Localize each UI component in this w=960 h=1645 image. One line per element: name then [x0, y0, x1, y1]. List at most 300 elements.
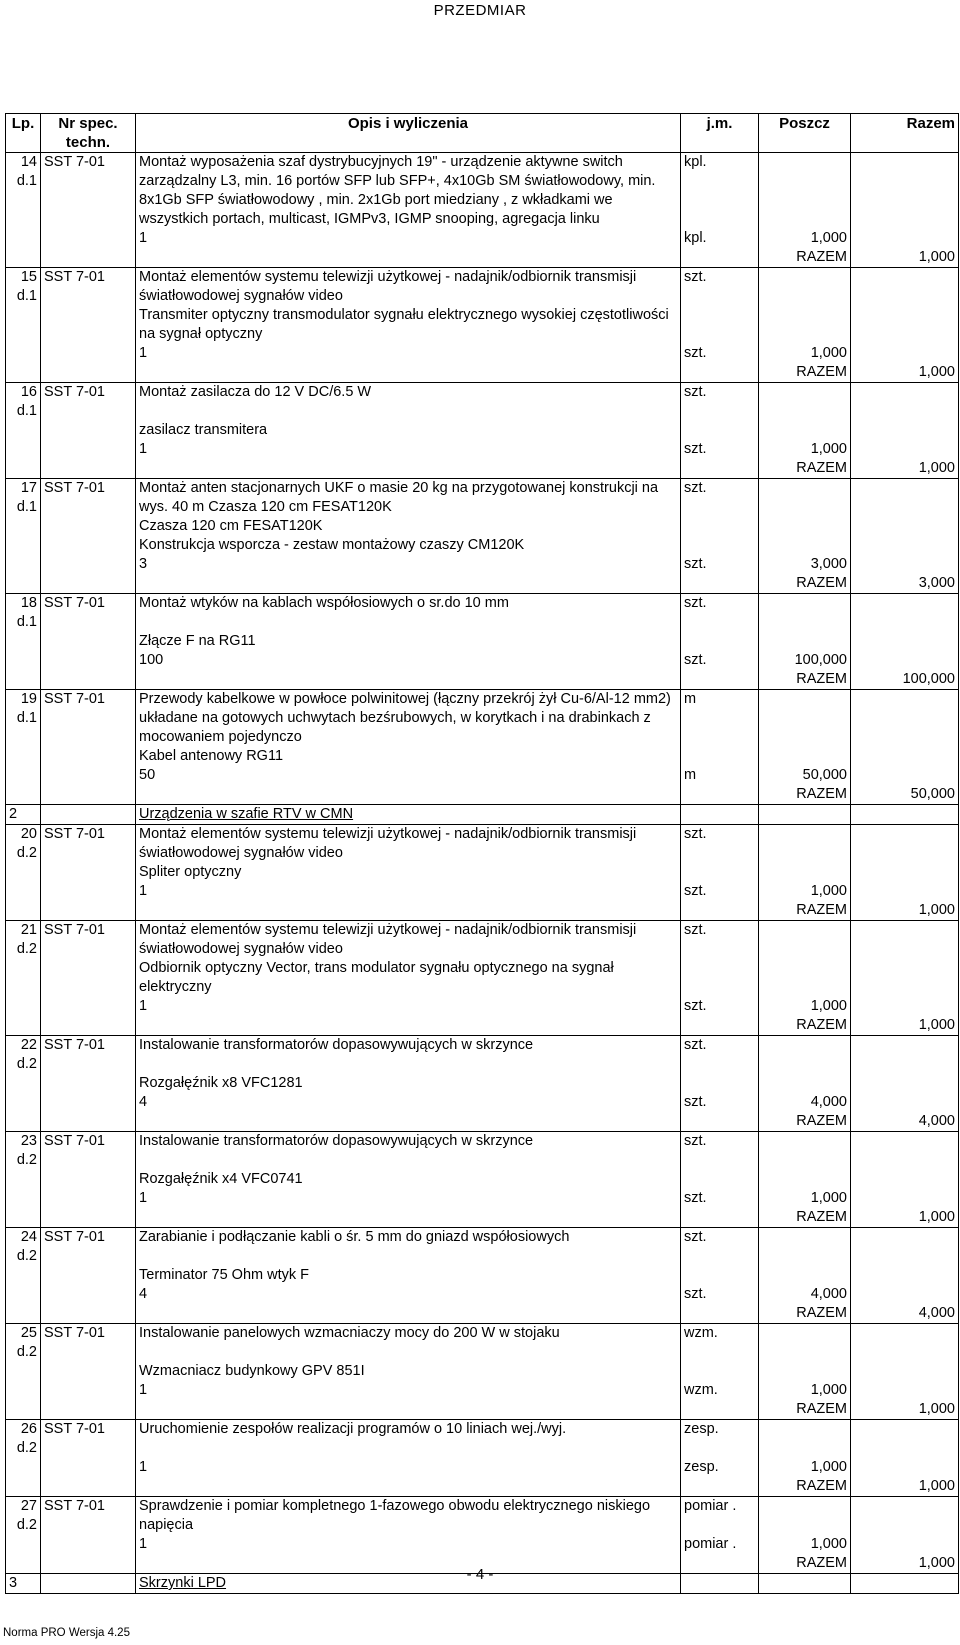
spec-number: SST 7-01 [41, 153, 136, 230]
razem-cell [851, 1497, 959, 1536]
table-row [6, 1036, 959, 1075]
quantity-poszcz: 4,000 [759, 1093, 851, 1112]
quantity-poszcz: 1,000 [759, 1535, 851, 1554]
poszcz-cell [759, 536, 851, 555]
spec-cell [41, 766, 136, 785]
item-description-line: Spliter optyczny [136, 863, 681, 882]
quantity-unit: szt. [681, 1093, 759, 1112]
unit-cell [681, 1074, 759, 1093]
table-row [6, 383, 959, 422]
table-row [6, 1228, 959, 1267]
spec-cell [41, 863, 136, 882]
quantity-unit: szt. [681, 1285, 759, 1304]
total-value: 50,000 [851, 785, 959, 805]
lp-cell [6, 1535, 41, 1554]
quantity-poszcz: 3,000 [759, 555, 851, 574]
spec-cell [41, 1189, 136, 1208]
lp-cell [6, 1189, 41, 1208]
desc-cell [136, 670, 681, 690]
spec-number: SST 7-01 [41, 383, 136, 422]
desc-cell [136, 1477, 681, 1497]
table-row [6, 1132, 959, 1171]
lp-cell [6, 421, 41, 440]
quantity-poszcz: 1,000 [759, 882, 851, 901]
item-unit: szt. [681, 1228, 759, 1267]
spec-number: SST 7-01 [41, 1420, 136, 1459]
table-row [6, 517, 959, 536]
spec-number: SST 7-01 [41, 594, 136, 633]
total-row [6, 1400, 959, 1420]
item-number: 20 d.2 [6, 825, 41, 864]
column-header-unit: j.m. [681, 114, 759, 153]
unit-cell [681, 536, 759, 555]
table-row [6, 863, 959, 882]
quantity-expression: 1 [136, 1381, 681, 1400]
unit-cell [681, 901, 759, 921]
item-description-line: Transmiter optyczny transmodulator sygnału elektrycznego wysokiej częstotliwości na sygnał optyczny [136, 306, 681, 344]
poszcz-cell [759, 1362, 851, 1381]
quantity-expression: 3 [136, 555, 681, 574]
page-header-title: PRZEDMIAR [433, 2, 527, 19]
razem-cell [851, 421, 959, 440]
total-label: RAZEM [759, 1016, 851, 1036]
razem-cell [851, 440, 959, 459]
unit-cell [681, 805, 759, 825]
table-row [6, 479, 959, 518]
item-number: 16 d.1 [6, 383, 41, 422]
total-label: RAZEM [759, 1477, 851, 1497]
razem-cell [851, 1285, 959, 1304]
total-label: RAZEM [759, 363, 851, 383]
total-label: RAZEM [759, 1112, 851, 1132]
item-description-line: Wzmacniacz budynkowy GPV 851I [136, 1362, 681, 1381]
razem-cell [851, 153, 959, 230]
razem-cell [851, 766, 959, 785]
unit-cell [681, 421, 759, 440]
poszcz-cell [759, 1132, 851, 1171]
spec-number: SST 7-01 [41, 268, 136, 307]
lp-cell [6, 574, 41, 594]
item-description: Montaż anten stacjonarnych UKF o masie 20 kg na przygotowanej konstrukcji na wys. 40 m Czasza 120 cm FESAT120K [136, 479, 681, 518]
quantity-expression: 100 [136, 651, 681, 670]
quantity-unit: wzm. [681, 1381, 759, 1400]
razem-cell [851, 1036, 959, 1075]
poszcz-cell [759, 479, 851, 518]
total-row [6, 1112, 959, 1132]
razem-cell [851, 1074, 959, 1093]
page-number: - 4 - [466, 1566, 494, 1583]
unit-cell [681, 863, 759, 882]
razem-cell [851, 1420, 959, 1459]
desc-cell [136, 901, 681, 921]
quantity-expression: 4 [136, 1285, 681, 1304]
razem-cell [851, 1535, 959, 1554]
spec-cell [41, 997, 136, 1016]
section-title: Skrzynki LPD [136, 1574, 681, 1594]
quantity-row [6, 766, 959, 785]
razem-cell [851, 863, 959, 882]
quantity-expression: 4 [136, 1093, 681, 1112]
total-value: 1,000 [851, 248, 959, 268]
spec-cell [41, 1304, 136, 1324]
table-row [6, 921, 959, 960]
total-label: RAZEM [759, 901, 851, 921]
lp-cell [6, 1458, 41, 1477]
spec-cell [41, 1285, 136, 1304]
bill-of-quantities-table [5, 113, 959, 1594]
spec-number: SST 7-01 [41, 825, 136, 864]
item-number: 23 d.2 [6, 1132, 41, 1171]
poszcz-cell [759, 1420, 851, 1459]
razem-cell [851, 747, 959, 766]
quantity-poszcz: 4,000 [759, 1285, 851, 1304]
lp-cell [6, 1093, 41, 1112]
spec-cell [41, 344, 136, 363]
unit-cell [681, 1170, 759, 1189]
desc-cell [136, 1112, 681, 1132]
item-unit: zesp. [681, 1420, 759, 1459]
spec-cell [41, 1170, 136, 1189]
unit-cell [681, 459, 759, 479]
item-description-line: Konstrukcja wsporcza - zestaw montażowy czaszy CM120K [136, 536, 681, 555]
razem-cell [851, 825, 959, 864]
quantity-expression: 1 [136, 1535, 681, 1554]
total-value: 1,000 [851, 1477, 959, 1497]
spec-cell [41, 1535, 136, 1554]
item-number: 17 d.1 [6, 479, 41, 518]
lp-cell [6, 440, 41, 459]
razem-cell [851, 1458, 959, 1477]
total-value: 1,000 [851, 459, 959, 479]
total-label: RAZEM [759, 1304, 851, 1324]
poszcz-cell [759, 517, 851, 536]
quantity-poszcz: 1,000 [759, 344, 851, 363]
item-number: 24 d.2 [6, 1228, 41, 1267]
item-number: 21 d.2 [6, 921, 41, 960]
table-row [6, 690, 959, 748]
spec-cell [41, 1074, 136, 1093]
unit-cell [681, 574, 759, 594]
poszcz-cell [759, 383, 851, 422]
item-description-line: Kabel antenowy RG11 [136, 747, 681, 766]
total-label: RAZEM [759, 459, 851, 479]
spec-number: SST 7-01 [41, 1324, 136, 1363]
poszcz-cell [759, 1497, 851, 1536]
razem-cell [851, 479, 959, 518]
quantity-row [6, 229, 959, 248]
table-row [6, 747, 959, 766]
table-row [6, 1266, 959, 1285]
item-unit: szt. [681, 1036, 759, 1075]
spec-cell [41, 1112, 136, 1132]
item-unit: szt. [681, 1132, 759, 1171]
unit-cell [681, 1016, 759, 1036]
total-row [6, 785, 959, 805]
razem-cell [851, 690, 959, 748]
spec-cell [41, 555, 136, 574]
spec-cell [41, 901, 136, 921]
razem-cell [851, 268, 959, 307]
spec-number: SST 7-01 [41, 479, 136, 518]
quantity-poszcz: 100,000 [759, 651, 851, 670]
quantity-poszcz: 50,000 [759, 766, 851, 785]
item-number: 26 d.2 [6, 1420, 41, 1459]
total-label: RAZEM [759, 1554, 851, 1574]
razem-cell [851, 555, 959, 574]
lp-cell [6, 632, 41, 651]
poszcz-cell [759, 268, 851, 307]
table-header-row [6, 114, 959, 153]
total-value: 100,000 [851, 670, 959, 690]
razem-cell [851, 632, 959, 651]
razem-cell [851, 306, 959, 344]
quantity-unit: pomiar . [681, 1535, 759, 1554]
poszcz-cell [759, 1324, 851, 1363]
footer-software-note: Norma PRO Wersja 4.25 [3, 1627, 130, 1639]
razem-cell [851, 882, 959, 901]
total-value: 1,000 [851, 363, 959, 383]
unit-cell [681, 363, 759, 383]
poszcz-cell [759, 594, 851, 633]
lp-cell [6, 959, 41, 997]
item-description: Montaż wyposażenia szaf dystrybucyjnych 19" - urządzenie aktywne switch zarządzalny L3, min. 16 portów SFP lub SFP+, 4x10Gb SM światłowodowy, min. 8x1Gb SFP światłowodowy , min. 2x1Gb port miedziany , z wkładkami we wszystkich portach, multicast, IGMPv3, IGMP snooping, agregacja linku [136, 153, 681, 230]
table-row [6, 421, 959, 440]
lp-cell [6, 306, 41, 344]
item-unit: m [681, 690, 759, 748]
lp-cell [6, 555, 41, 574]
item-description: Instalowanie panelowych wzmacniaczy mocy do 200 W w stojaku [136, 1324, 681, 1363]
desc-cell [136, 363, 681, 383]
quantity-row [6, 1535, 959, 1554]
unit-cell [681, 306, 759, 344]
total-value: 1,000 [851, 901, 959, 921]
desc-cell [136, 459, 681, 479]
quantity-expression: 1 [136, 1189, 681, 1208]
lp-cell [6, 1362, 41, 1381]
spec-cell [41, 632, 136, 651]
table-row [6, 153, 959, 230]
unit-cell [681, 1362, 759, 1381]
quantity-row [6, 1093, 959, 1112]
item-unit: szt. [681, 825, 759, 864]
lp-cell [6, 863, 41, 882]
total-row [6, 1477, 959, 1497]
item-number: 27 d.2 [6, 1497, 41, 1536]
quantity-row [6, 997, 959, 1016]
total-row [6, 1304, 959, 1324]
lp-cell [6, 1266, 41, 1285]
item-number: 18 d.1 [6, 594, 41, 633]
item-description: Instalowanie transformatorów dopasowywujących w skrzynce [136, 1036, 681, 1075]
item-number: 15 d.1 [6, 268, 41, 307]
quantity-poszcz: 1,000 [759, 997, 851, 1016]
section-title: Urządzenia w szafie RTV w CMN [136, 805, 681, 825]
spec-cell [41, 517, 136, 536]
spec-cell [41, 1381, 136, 1400]
spec-cell [41, 421, 136, 440]
desc-cell [136, 785, 681, 805]
lp-cell [6, 670, 41, 690]
lp-cell [6, 1477, 41, 1497]
desc-cell [136, 1208, 681, 1228]
quantity-unit: zesp. [681, 1458, 759, 1477]
unit-cell [681, 1266, 759, 1285]
quantity-expression: 1 [136, 882, 681, 901]
total-value: 3,000 [851, 574, 959, 594]
quantity-poszcz: 1,000 [759, 229, 851, 248]
total-row [6, 901, 959, 921]
lp-cell [6, 1016, 41, 1036]
table-row [6, 1497, 959, 1536]
quantity-unit: szt. [681, 1189, 759, 1208]
total-row [6, 670, 959, 690]
lp-cell [6, 747, 41, 766]
poszcz-cell [759, 421, 851, 440]
quantity-unit: szt. [681, 440, 759, 459]
quantity-unit: szt. [681, 997, 759, 1016]
item-description: Przewody kabelkowe w powłoce polwinitowej (łączny przekrój żył Cu-6/Al-12 mm2) układane na gotowych uchwytach bezśrubowych, w korytkach i na drabinkach z mocowaniem pojedynczo [136, 690, 681, 748]
spec-number: SST 7-01 [41, 1497, 136, 1536]
quantity-unit: szt. [681, 882, 759, 901]
quantity-poszcz: 1,000 [759, 1189, 851, 1208]
poszcz-cell [759, 690, 851, 748]
razem-cell [851, 517, 959, 536]
unit-cell [681, 959, 759, 997]
poszcz-cell [759, 805, 851, 825]
item-unit: szt. [681, 479, 759, 518]
spec-cell [41, 959, 136, 997]
total-label: RAZEM [759, 574, 851, 594]
quantity-row [6, 1381, 959, 1400]
spec-cell [41, 1458, 136, 1477]
table-row [6, 1362, 959, 1381]
item-description: Uruchomienie zespołów realizacji programów o 10 liniach wej./wyj. [136, 1420, 681, 1459]
column-header-lp: Lp. [6, 114, 41, 153]
quantity-row [6, 1189, 959, 1208]
item-number: 25 d.2 [6, 1324, 41, 1363]
lp-cell [6, 536, 41, 555]
item-description-line: Złącze F na RG11 [136, 632, 681, 651]
quantity-poszcz: 1,000 [759, 440, 851, 459]
spec-cell [41, 1362, 136, 1381]
razem-cell [851, 383, 959, 422]
item-description-line: Terminator 75 Ohm wtyk F [136, 1266, 681, 1285]
quantity-expression: 1 [136, 344, 681, 363]
total-value: 4,000 [851, 1112, 959, 1132]
spec-number: SST 7-01 [41, 690, 136, 748]
lp-cell [6, 1112, 41, 1132]
poszcz-cell [759, 921, 851, 960]
table-row [6, 959, 959, 997]
table-row [6, 1074, 959, 1093]
spec-number: SST 7-01 [41, 921, 136, 960]
razem-cell [851, 921, 959, 960]
razem-cell [851, 1228, 959, 1267]
spec-cell [41, 1093, 136, 1112]
spec-cell [41, 1477, 136, 1497]
poszcz-cell [759, 632, 851, 651]
razem-cell [851, 1362, 959, 1381]
poszcz-cell [759, 863, 851, 882]
quantity-row [6, 882, 959, 901]
column-header-razem: Razem [851, 114, 959, 153]
lp-cell [6, 651, 41, 670]
unit-cell [681, 248, 759, 268]
spec-cell [41, 459, 136, 479]
desc-cell [136, 1400, 681, 1420]
unit-cell [681, 1208, 759, 1228]
razem-cell [851, 651, 959, 670]
quantity-expression: 1 [136, 997, 681, 1016]
lp-cell [6, 1381, 41, 1400]
desc-cell [136, 1016, 681, 1036]
total-row [6, 1016, 959, 1036]
razem-cell [851, 1093, 959, 1112]
item-description: Instalowanie transformatorów dopasowywujących w skrzynce [136, 1132, 681, 1171]
poszcz-cell [759, 959, 851, 997]
column-header-spec: Nr spec. techn. [41, 114, 136, 153]
razem-cell [851, 1170, 959, 1189]
quantity-unit: szt. [681, 555, 759, 574]
razem-cell [851, 229, 959, 248]
total-value: 1,000 [851, 1208, 959, 1228]
total-value: 1,000 [851, 1016, 959, 1036]
desc-cell [136, 1304, 681, 1324]
total-value: 1,000 [851, 1554, 959, 1574]
section-row [6, 805, 959, 825]
quantity-row [6, 440, 959, 459]
razem-cell [851, 959, 959, 997]
desc-cell [136, 574, 681, 594]
total-row [6, 459, 959, 479]
razem-cell [851, 997, 959, 1016]
lp-cell [6, 901, 41, 921]
item-unit: szt. [681, 594, 759, 633]
lp-cell [6, 1304, 41, 1324]
total-value: 1,000 [851, 1400, 959, 1420]
spec-cell [41, 536, 136, 555]
poszcz-cell [759, 825, 851, 864]
unit-cell [681, 1477, 759, 1497]
total-row [6, 363, 959, 383]
spec-cell [41, 747, 136, 766]
unit-cell [681, 632, 759, 651]
unit-cell [681, 747, 759, 766]
lp-cell [6, 1170, 41, 1189]
poszcz-cell [759, 306, 851, 344]
poszcz-cell [759, 1266, 851, 1285]
item-description: Montaż elementów systemu telewizji użytkowej - nadajnik/odbiornik transmisji światłowodowej sygnałów video [136, 268, 681, 307]
unit-cell [681, 1112, 759, 1132]
razem-cell [851, 1324, 959, 1363]
item-unit: wzm. [681, 1324, 759, 1363]
item-unit: pomiar . [681, 1497, 759, 1536]
column-header-poszcz: Poszcz [759, 114, 851, 153]
spec-cell [41, 574, 136, 594]
razem-cell [851, 805, 959, 825]
item-description-line: Rozgałęźnik x4 VFC0741 [136, 1170, 681, 1189]
spec-cell [41, 670, 136, 690]
table-row [6, 536, 959, 555]
table-row [6, 825, 959, 864]
item-description-line: Rozgałęźnik x8 VFC1281 [136, 1074, 681, 1093]
quantity-poszcz: 1,000 [759, 1381, 851, 1400]
spec-cell [41, 1400, 136, 1420]
razem-cell [851, 1266, 959, 1285]
spec-cell [41, 882, 136, 901]
quantity-row [6, 344, 959, 363]
quantity-unit: kpl. [681, 229, 759, 248]
